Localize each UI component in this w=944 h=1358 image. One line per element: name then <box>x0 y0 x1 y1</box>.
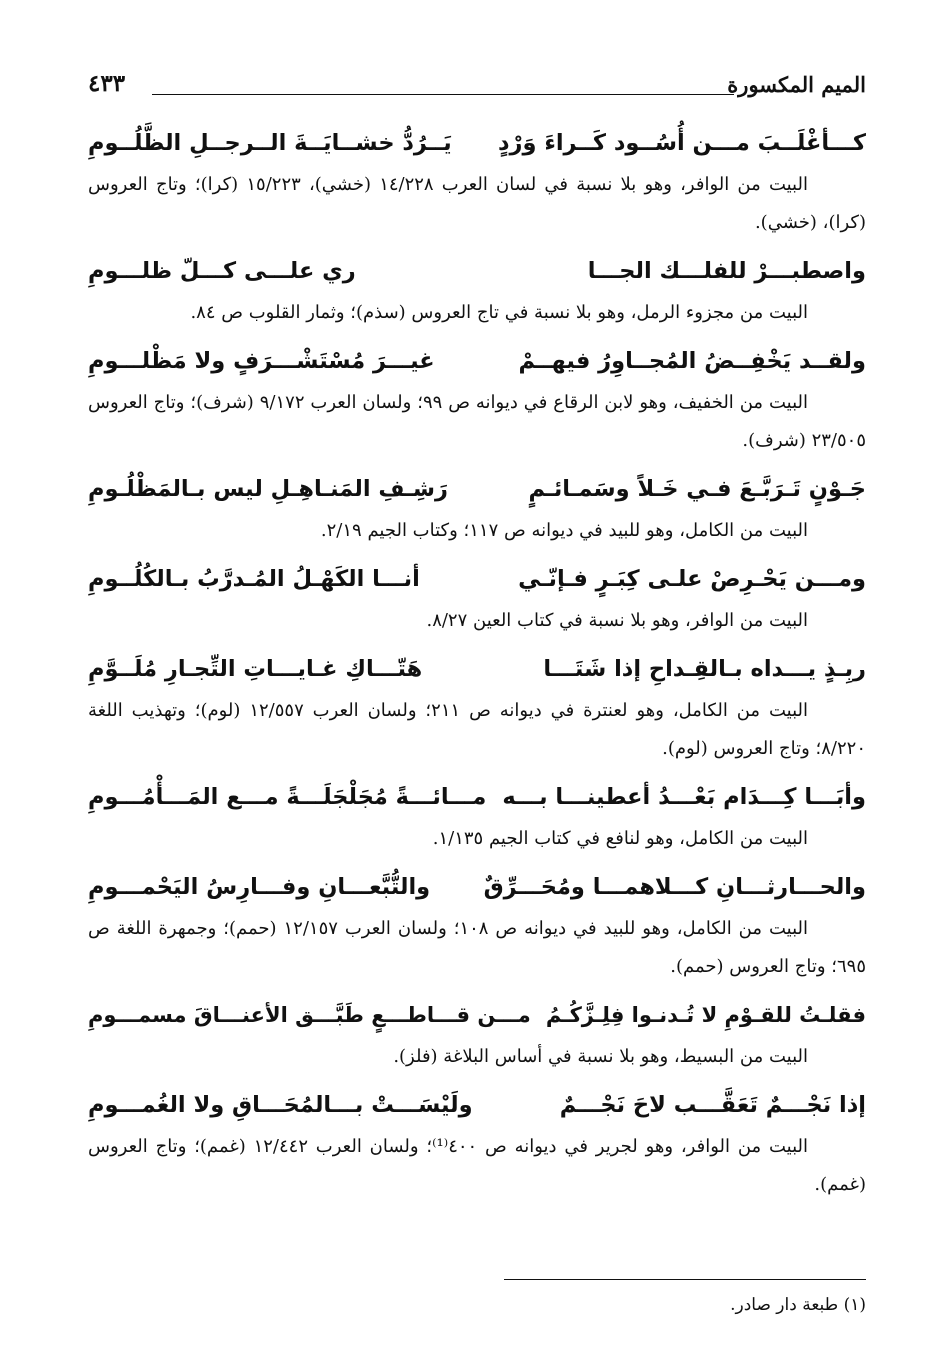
verse-second-hemistich: مـــن قـــاطـــعٍ طَبَّـــق الأعنـــاقَ مسمـــومِ <box>88 1003 531 1027</box>
footnote: (١) طبعة دار صادر. <box>730 1295 866 1315</box>
verse-line <box>88 646 866 692</box>
page-number: ٤٣٣ <box>88 70 126 97</box>
entry <box>88 864 866 986</box>
verse-second-hemistich: هَتّـــاكِ غـايـــاتِ التِّجـارِ مُلَــوَّمِ <box>88 656 423 682</box>
source-note: البيت من الوافر، وهو لجرير في ديوانه ص ٤٠٠⁽¹⁾؛ ولسان العرب ١٢/٤٤٢ (غمم)؛ وتاج العروس (غمم). <box>88 1136 866 1195</box>
verse-second-hemistich: رَشِـفِ المَنـاهِـلِ ليس بـالمَظْلُـومِ <box>88 476 448 502</box>
entry <box>88 248 866 332</box>
verse-second-hemistich: يَــرُدُّ خشــايَــةَ الــرجــلِ الظَّلُــومِ <box>88 130 452 156</box>
verse-line <box>88 556 866 602</box>
section-title: الميم المكسورة <box>727 72 866 97</box>
verse-line <box>88 248 866 294</box>
verse-first-hemistich: والحـــارثـــانِ كـــلاهمـــا ومُحَـــرِّقٌ <box>483 874 866 900</box>
entry <box>88 556 866 640</box>
verse-line <box>88 120 866 166</box>
header-rule <box>152 94 734 95</box>
entries-list <box>88 120 866 1210</box>
source-note: البيت من مجزوء الرمل، وهو بلا نسبة في تاج العروس (سذم)؛ وثمار القلوب ص ٨٤. <box>190 302 808 323</box>
verse-first-hemistich: واصطبـــرْ للفلـــك الجـــا <box>587 258 866 284</box>
verse-second-hemistich: أنـــا الكَهْـلُ المُـدرَّبُ بـالكُلُــومِ <box>88 566 420 592</box>
entry <box>88 338 866 460</box>
entry <box>88 774 866 858</box>
verse-second-hemistich: ولَيْسَـــتْ بـــالمُحَـــاقِ ولا الغُمـــومِ <box>88 1092 473 1118</box>
verse-line <box>88 1082 866 1128</box>
verse-second-hemistich: والتُّبَّعـــانِ وفـــارِسُ اليَحْمـــومِ <box>88 874 431 900</box>
entry <box>88 992 866 1076</box>
verse-first-hemistich: وأبَـــا كِـــدَام بَعْـــدُ أعطينـــا بـــه <box>502 784 866 810</box>
verse-second-hemistich: غيـــرَ مُسْتَشْـــرَفٍ ولا مَظْلـــومِ <box>88 348 435 374</box>
verse-first-hemistich: كـــأغْلَــبَ مـــن أُسُــود كَــراءَ وَرْدٍ <box>498 130 866 156</box>
verse-first-hemistich: إذا نَجْـــمٌ تَعَقَّـــب لاحَ نَجْـــمٌ <box>559 1092 866 1118</box>
entry <box>88 466 866 550</box>
page-header <box>88 72 866 112</box>
verse-first-hemistich: ومـــن يَحْـرِصْ علـى كِبَـرٍ فـإنّـي <box>518 566 866 592</box>
source-note: البيت من الخفيف، وهو لابن الرقاع في ديوانه ص ٩٩؛ ولسان العرب ٩/١٧٢ (شرف)؛ وتاج العروس ٢٣/٥٠٥ (شرف). <box>88 392 866 451</box>
verse-line <box>88 774 866 820</box>
verse-first-hemistich: ولقــد يَخْفِــضُ المُجــاوِرُ فيهــمْ <box>518 348 866 374</box>
source-note: البيت من الوافر، وهو بلا نسبة في لسان العرب ١٤/٢٢٨ (خشي)، ١٥/٢٢٣ (كرا)؛ وتاج العروس (كرا)، (خشي). <box>88 174 866 233</box>
source-note: البيت من الكامل، وهو للبيد في ديوانه ص ١٠٨؛ ولسان العرب ١٢/١٥٧ (حمم)؛ وجمهرة اللغة ص ٦٩٥؛ وتاج العروس (حمم). <box>88 918 866 977</box>
verse-first-hemistich: جَـوْنٍ تَـرَبَّـعَ فـي خَـلاً وسَمـائـمٍ <box>528 476 866 502</box>
verse-first-hemistich: ربِـذٍ يـــداه بـالقِـداحِ إذا شَتَـــا <box>543 656 866 682</box>
verse-first-hemistich: فقلـتُ للقـوْمِ لا تُـدنـوا فِلِـزَّكُـمُ <box>545 1003 866 1027</box>
source-note: البيت من البسيط، وهو بلا نسبة في أساس البلاغة (فلز). <box>393 1046 808 1067</box>
verse-second-hemistich: مـــائـــةً مُجَلْجَلَـــةً مـــع المَـــأْمُـــومِ <box>88 784 487 810</box>
verse-line <box>88 466 866 512</box>
source-note: البيت من الكامل، وهو لنافع في كتاب الجيم ١/١٣٥. <box>432 828 808 849</box>
verse-second-hemistich: ري علـــى كـــلّ ظلـــومِ <box>88 258 356 284</box>
entry <box>88 646 866 768</box>
entry <box>88 120 866 242</box>
entry <box>88 1082 866 1204</box>
source-note: البيت من الكامل، وهو لعنترة في ديوانه ص ٢١١؛ ولسان العرب ١٢/٥٥٧ (لوم)؛ وتهذيب اللغة ٨/٢٢٠؛ وتاج العروس (لوم). <box>88 700 866 759</box>
footnote-rule <box>504 1279 866 1280</box>
verse-line <box>88 992 866 1038</box>
verse-line <box>88 864 866 910</box>
source-note: البيت من الوافر، وهو بلا نسبة في كتاب العين ٨/٢٧. <box>426 610 808 631</box>
source-note: البيت من الكامل، وهو للبيد في ديوانه ص ١١٧؛ وكتاب الجيم ٢/١٩. <box>320 520 808 541</box>
verse-line <box>88 338 866 384</box>
